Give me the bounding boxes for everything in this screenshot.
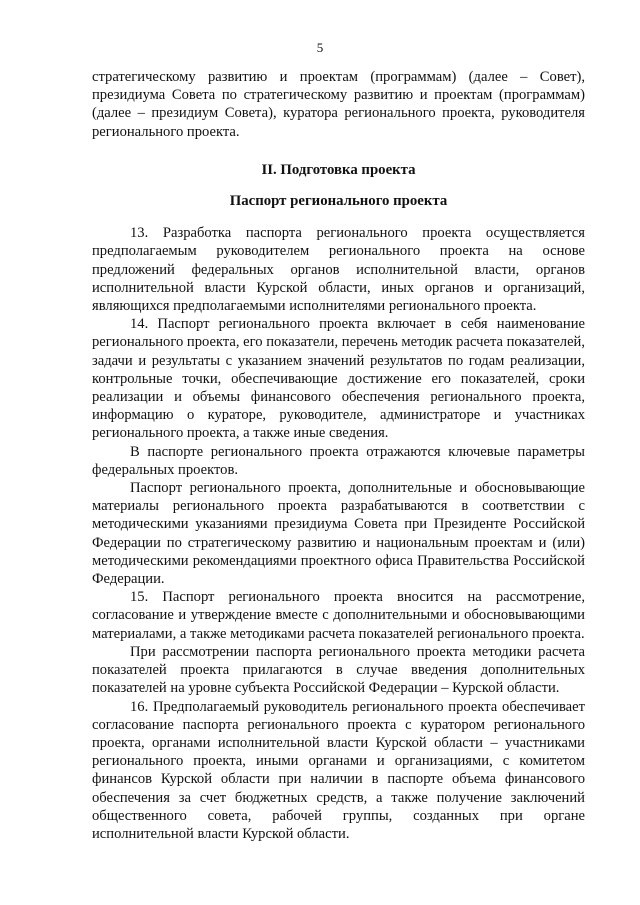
paragraph-15: 15. Паспорт регионального проекта вносится на рассмотрение, согласование и утверждение вместе с дополнительными и обосновывающими материалами, а также методиками расчета показателей регионального проекта. (92, 589, 585, 642)
paragraph-16: 16. Предполагаемый руководитель регионального проекта обеспечивает согласование паспорта регионального проекта с куратором регионального проекта, органами исполнительной власти Курской области – участниками регионального проекта, иными органами и организациями, с комитетом финансов Курской области при наличии в паспорте объема финансового обеспечения за счет бюджетных средств, а также получение заключений общественного совета, рабочей группы, созданных при органе исполнительной власти Курской области. (92, 698, 585, 842)
paragraph-calculation-methods: При рассмотрении паспорта регионального проекта методики расчета показателей проекта прилагаются в случае введения дополнительных показателей на уровне субъекта Российской Федерации – Курской области. (92, 643, 585, 697)
intro-paragraph: стратегическому развитию и проектам (программам) (далее – Совет), президиума Совета по стратегическому развитию и проектам (программам) (далее – президиум Совета), куратора регионального проекта, руководителя регионального проекта. (92, 69, 585, 140)
page-number: 5 (316, 40, 324, 55)
paragraph-13: 13. Разработка паспорта регионального проекта осуществляется предполагаемым руководителем регионального проекта на основе предложений федеральных органов исполнительной власти, органов исполнительной власти Курской области, иных органов и организаций, являющихся предполагаемыми исполнителями регионального проекта. (92, 225, 585, 315)
paragraph-14: 14. Паспорт регионального проекта включает в себя наименование регионального проекта, его показатели, перечень методик расчета показателей, задачи и результаты с указанием значений результатов по годам реализации, контрольные точки, обеспечивающие достижение его показателей, сроки реализации и объемы финансового обеспечения регионального проекта, информацию о кураторе, руководителе, администраторе и участниках регионального проекта, а также иные сведения. (92, 316, 586, 442)
section-title: II. Подготовка проекта (261, 161, 416, 178)
document-body (92, 68, 585, 843)
paragraph-methodology: Паспорт регионального проекта, дополнительные и обосновывающие материалы регионального проекта разрабатываются в соответствии с методическими указаниями президиума Совета при Президенте Российской Федерации по стратегическому развитию и национальным проектам и (или) методическими рекомендациями проектного офиса Правительства Российской Федерации. (92, 480, 585, 588)
subsection-title: Паспорт регионального проекта (229, 193, 448, 210)
paragraph-key-parameters: В паспорте регионального проекта отражаются ключевые параметры федеральных проектов. (92, 443, 585, 478)
